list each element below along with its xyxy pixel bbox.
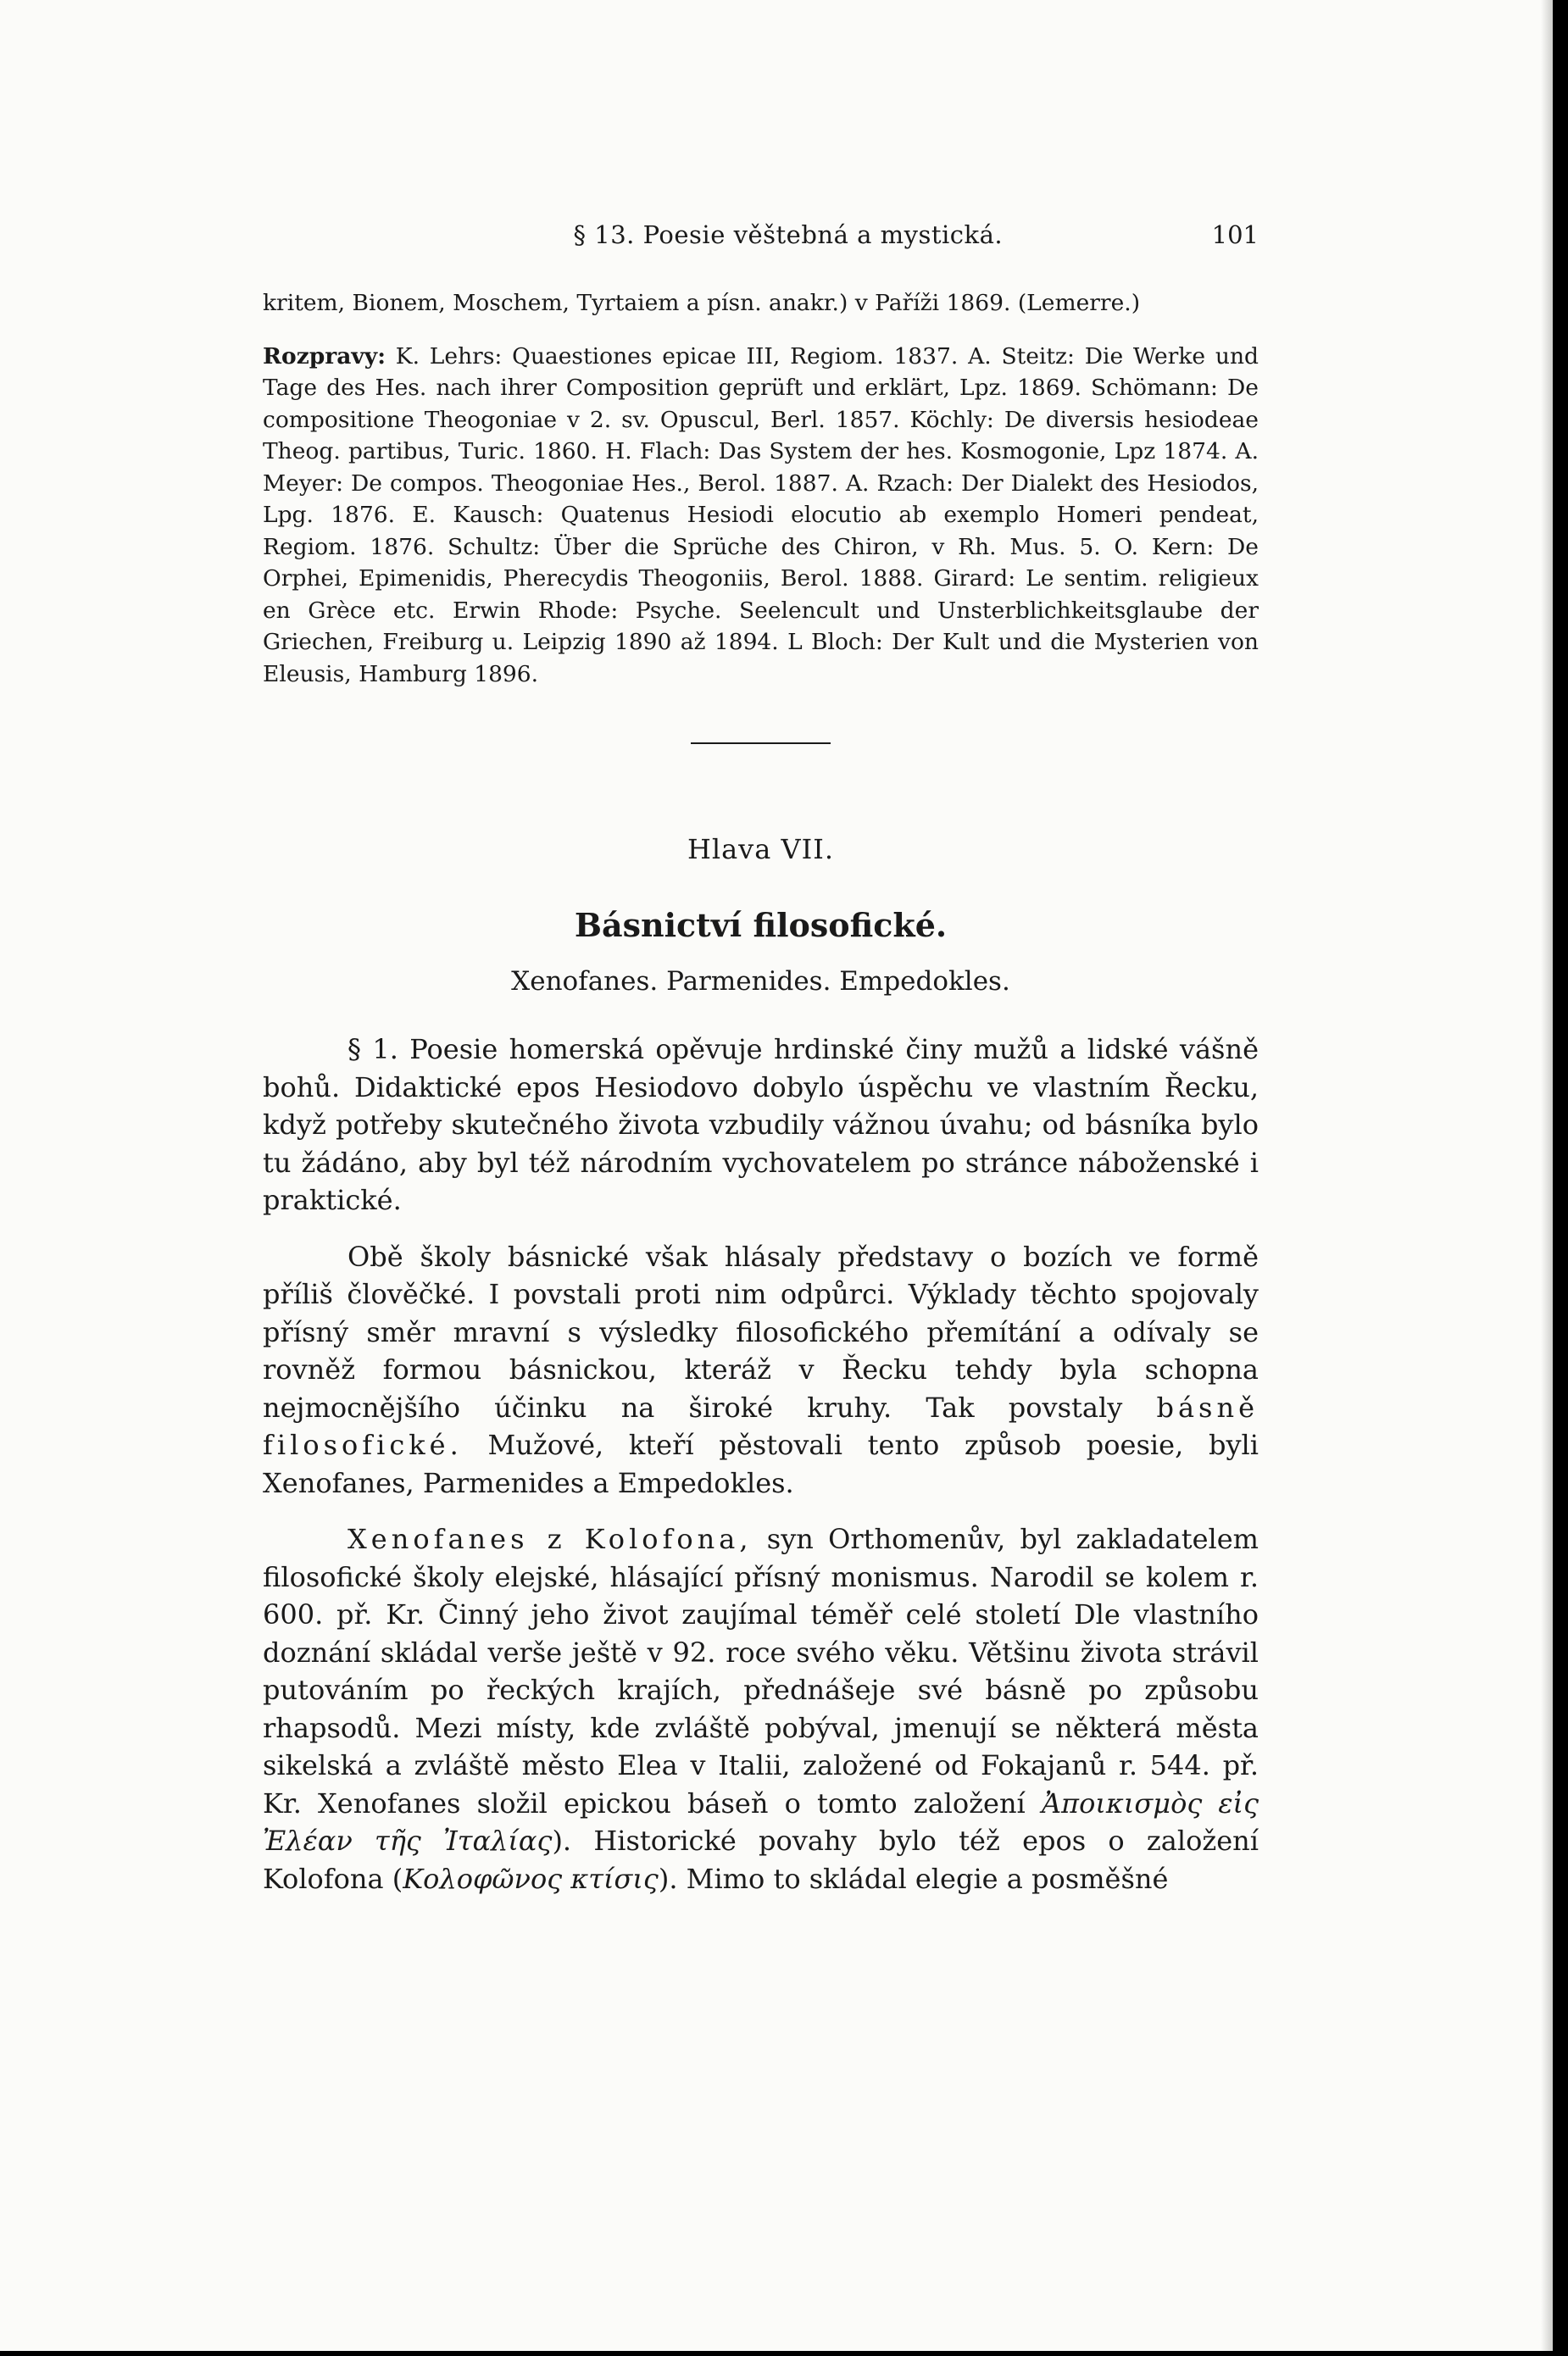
- running-header: [263, 216, 1259, 253]
- paragraph-3: [263, 1520, 1259, 1898]
- greek-title-2: Κολοφῶνος κτίσις: [403, 1862, 659, 1895]
- section-divider: [691, 742, 831, 744]
- page-content: [263, 216, 1259, 1916]
- bibliography-continuation: [263, 287, 1259, 320]
- paragraph-3-emphasis: Xenofanes z Kolofona,: [348, 1523, 753, 1555]
- paragraph-3-text-c: ). Mimo to skládal elegie a posměšné: [658, 1862, 1169, 1895]
- paragraph-1: § 1. Poesie homerská opěvuje hrdinské činy mužů a lidské vášně bohů. Didaktické epos Hesiodovo dobylo úspěchu ve vlastním Řecku, když potřeby skutečného života vzbudily vážnou úvahu; od básníka bylo tu žádáno, aby byl též národním vychovatelem po stránce náboženské i praktické.: [263, 1033, 1259, 1216]
- paragraph-2-text-b: Mužové, kteří pěstovali tento způsob poesie, byli Xenofanes, Parmenides a Empedokles.: [263, 1429, 1259, 1499]
- chapter-number: Hlava VII.: [687, 833, 835, 865]
- bibliography-label: Rozpravy:: [263, 342, 386, 370]
- paragraph-3-text-b: ). Historické povahy bylo též epos o založení Kolofona (: [263, 1825, 1259, 1895]
- greek-title-1: Ἀποικισμὸς εἰς Ἐλέαν τῆς Ἰταλίας: [263, 1786, 1259, 1857]
- paragraph-3-text-a: syn Orthomenův, byl zakladatelem filosofické školy elejské, hlásající přísný monismus. Narodil se kolem r. 600. př. Kr. Činný jeho život zaujímal téměř celé století Dle vlastního doznání skládal verše ještě v 92. roce svého věku. Většinu života strávil putováním po řeckých krajích, přednášeje své básně po způsobu rhapsodů. Mezi místy, kde zvláště pobýval, jmenují se některá města sikelská a zvláště město Elea v Italii, založené od Fokajanů r. 544. př. Kr. Xenofanes složil epickou báseň o tomto založení: [263, 1523, 1259, 1820]
- chapter-title: Básnictví filosofické.: [574, 906, 948, 944]
- bibliography-continuation-text: kritem, Bionem, Moschem, Tyrtaiem a písn. anakr.) v Paříži 1869. (Lemerre.): [263, 290, 1141, 316]
- section-title: § 13. Poesie věštebná a mystická.: [573, 220, 1004, 249]
- page-number: 101: [1211, 220, 1259, 249]
- chapter-subtitle: Xenofanes. Parmenides. Empedokles.: [511, 966, 1010, 997]
- bibliography-block: [263, 341, 1259, 691]
- bibliography-text: K. Lehrs: Quaestiones epicae III, Regiom. 1837. A. Steitz: Die Werke und Tage des Hes. nach ihrer Composition geprüft und erklärt, Lpz. 1869. Schömann: De compositione Theogoniae v 2. sv. Opuscul, Berl. 1857. Köchly: De diversis hesiodeae Theog. partibus, Turic. 1860. H. Flach: Das System der hes. Kosmogonie, Lpz 1874. A. Meyer: De compos. Theogoniae Hes., Berol. 1887. A. Rzach: Der Dialekt des Hesiodos, Lpg. 1876. E. Kausch: Quatenus Hesiodi elocutio ab exemplo Homeri pendeat, Regiom. 1876. Schultz: Über die Sprüche des Chiron, v Rh. Mus. 5. O. Kern: De Orphei, Epimenidis, Pherecydis Theogoniis, Berol. 1888. Girard: Le sentim. religieux en Grèce etc. Erwin Rhode: Psyche. Seelencult und Unsterblichkeitsglaube der Griechen, Freiburg u. Leipzig 1890 až 1894. L Bloch: Der Kult und die Mysterien von Eleusis, Hamburg 1896.: [263, 342, 1259, 687]
- bibliography-paragraph: [263, 341, 1259, 691]
- paragraph-2-emphasis: básně filosofické.: [263, 1391, 1259, 1461]
- paragraph-2: [263, 1238, 1259, 1503]
- paragraph-2-text-a: Obě školy básnické však hlásaly představy o bozích ve formě příliš člověčké. I povstali proti nim odpůrci. Výklady těchto spojovaly přísný směr mravní s výsledky filosofického přemítání a odívaly se rovněž formou básnickou, kteráž v Řecku tehdy byla schopna nejmocnějšího účinku na široké kruhy. Tak povstaly: [263, 1240, 1259, 1424]
- chapter-body: [263, 1031, 1259, 1898]
